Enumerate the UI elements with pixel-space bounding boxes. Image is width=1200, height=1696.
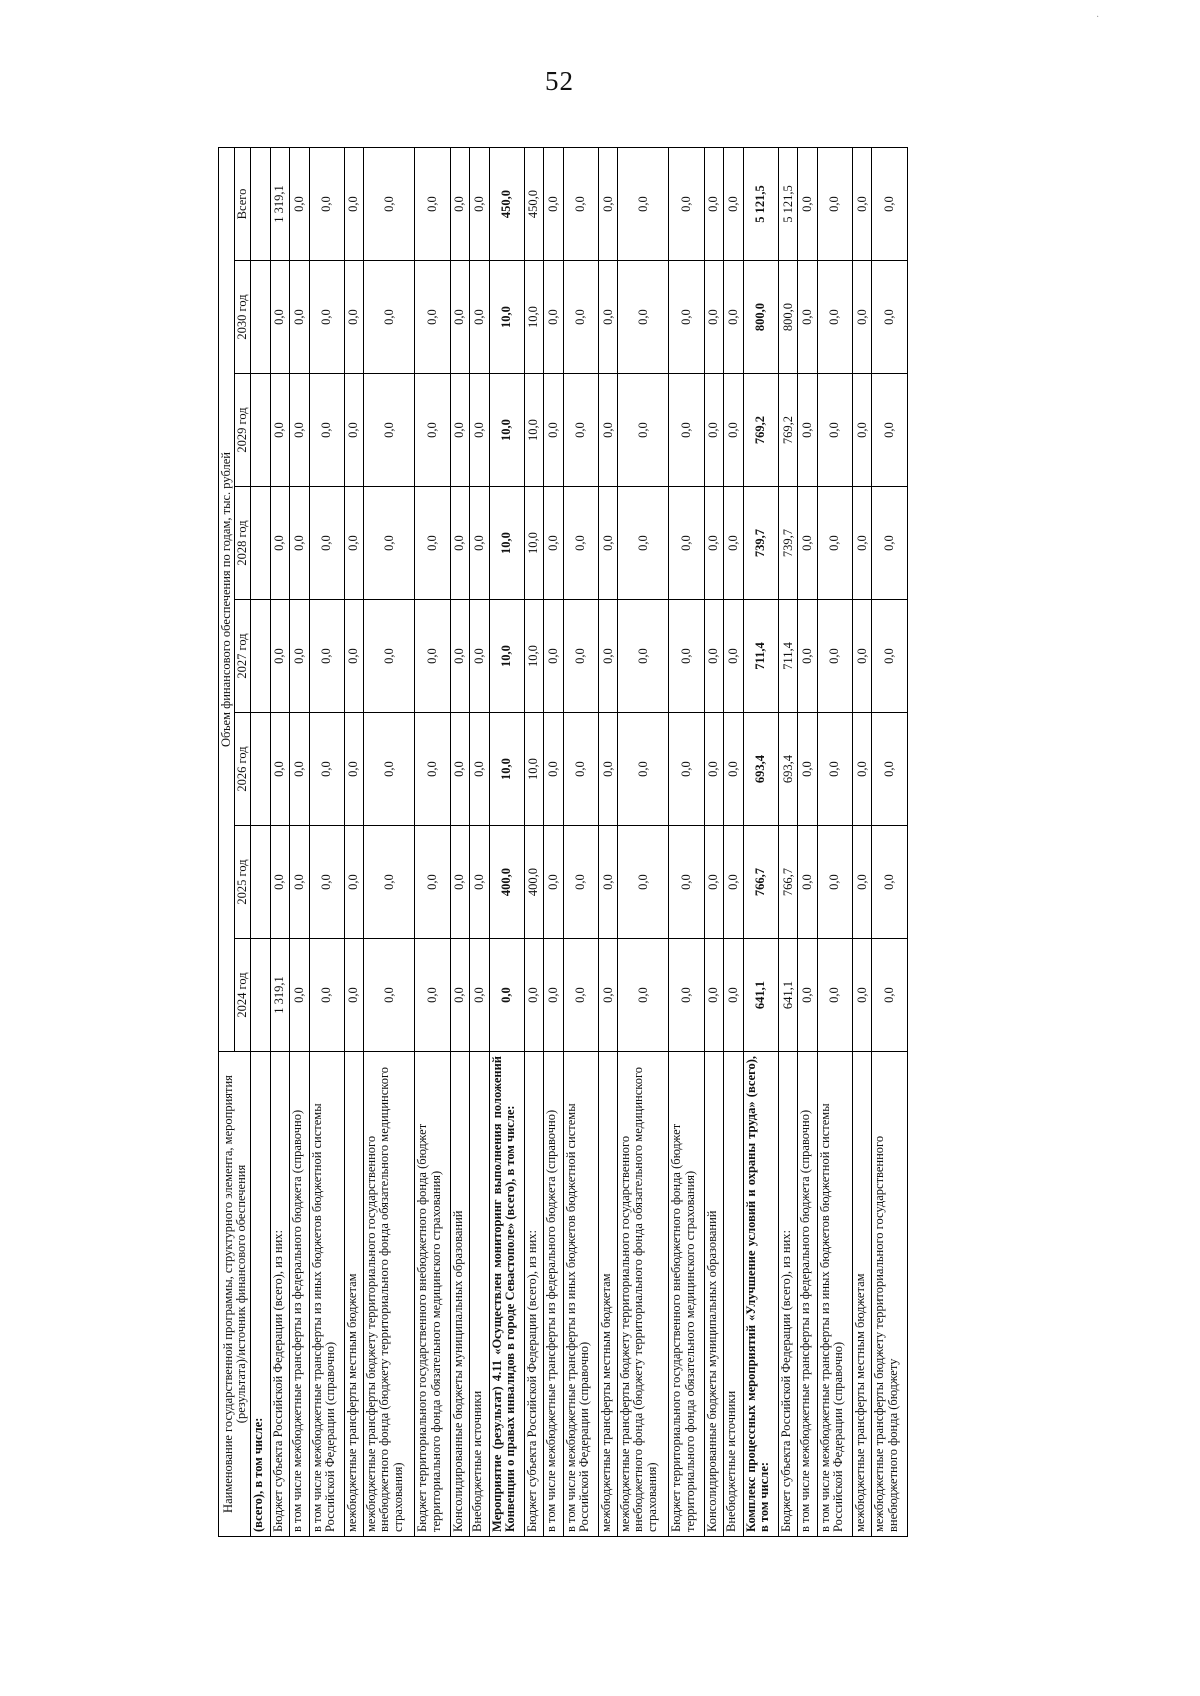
- table-row: [450, 148, 469, 1537]
- value-cell: 0,0: [618, 261, 669, 374]
- row-label-cell: в том числе межбюджетные трансферты из федерального бюджета (справочно): [798, 1052, 817, 1537]
- value-cell: 0,0: [309, 487, 344, 600]
- row-label-cell: Бюджет субъекта Российской Федерации (всего), из них:: [270, 1052, 289, 1537]
- row-label-cell: Бюджет субъекта Российской Федерации (всего), из них:: [524, 1052, 543, 1537]
- value-cell: 0,0: [544, 487, 563, 600]
- row-label-cell: межбюджетные трансферты бюджету территориального государственного внебюджетного фонда (бюджету территориального фонда обязательного медицинского страхования): [618, 1052, 669, 1537]
- value-cell: 0,0: [618, 487, 669, 600]
- table-row: [872, 148, 908, 1537]
- value-cell: 0,0: [563, 374, 598, 487]
- value-cell: 0,0: [270, 600, 289, 713]
- total-cell: 0,0: [704, 148, 723, 261]
- row-label-cell: Консолидированные бюджеты муниципальных образований: [450, 1052, 469, 1537]
- row-label-cell: Внебюджетные источники: [470, 1052, 489, 1537]
- value-cell: 0,0: [470, 600, 489, 713]
- value-cell: 0,0: [817, 713, 852, 826]
- value-cell: 0,0: [853, 939, 872, 1052]
- value-cell: 693,4: [743, 713, 778, 826]
- header-total-cell: Всего: [235, 148, 251, 261]
- value-cell: [251, 600, 270, 713]
- table-row: [817, 148, 852, 1537]
- rotated-table-container: [218, 147, 908, 1537]
- table-row: [270, 148, 289, 1537]
- value-cell: 0,0: [563, 487, 598, 600]
- value-cell: 0,0: [290, 374, 309, 487]
- total-cell: 0,0: [724, 148, 743, 261]
- table-row: [470, 148, 489, 1537]
- table-row: [669, 148, 704, 1537]
- header-year-cell: 2027 год: [235, 600, 251, 713]
- value-cell: 0,0: [704, 374, 723, 487]
- total-cell: 0,0: [450, 148, 469, 261]
- value-cell: 0,0: [853, 261, 872, 374]
- value-cell: 0,0: [669, 939, 704, 1052]
- value-cell: 0,0: [669, 600, 704, 713]
- value-cell: 0,0: [724, 600, 743, 713]
- value-cell: 0,0: [364, 826, 415, 939]
- value-cell: 0,0: [872, 939, 908, 1052]
- value-cell: 0,0: [470, 826, 489, 939]
- total-cell: 450,0: [489, 148, 524, 261]
- value-cell: 739,7: [743, 487, 778, 600]
- value-cell: 0,0: [798, 600, 817, 713]
- value-cell: 766,7: [743, 826, 778, 939]
- total-cell: 0,0: [817, 148, 852, 261]
- value-cell: 0,0: [563, 600, 598, 713]
- value-cell: 0,0: [450, 600, 469, 713]
- value-cell: 0,0: [415, 939, 450, 1052]
- header-year-cell: 2025 год: [235, 826, 251, 939]
- value-cell: 400,0: [524, 826, 543, 939]
- value-cell: 0,0: [817, 826, 852, 939]
- value-cell: 0,0: [872, 261, 908, 374]
- value-cell: 0,0: [669, 487, 704, 600]
- value-cell: 0,0: [470, 374, 489, 487]
- value-cell: 0,0: [798, 374, 817, 487]
- table-row: [364, 148, 415, 1537]
- value-cell: 0,0: [704, 261, 723, 374]
- value-cell: 0,0: [669, 826, 704, 939]
- value-cell: 0,0: [618, 939, 669, 1052]
- total-cell: 0,0: [598, 148, 617, 261]
- value-cell: 0,0: [724, 939, 743, 1052]
- table-row: [704, 148, 723, 1537]
- row-label-cell: межбюджетные трансферты местным бюджетам: [853, 1052, 872, 1537]
- total-cell: 0,0: [872, 148, 908, 261]
- value-cell: 0,0: [470, 713, 489, 826]
- header-year-cell: 2028 год: [235, 487, 251, 600]
- table-body: [251, 148, 908, 1537]
- value-cell: 0,0: [817, 600, 852, 713]
- total-cell: 0,0: [853, 148, 872, 261]
- value-cell: 10,0: [489, 487, 524, 600]
- value-cell: 10,0: [524, 261, 543, 374]
- value-cell: 0,0: [669, 261, 704, 374]
- value-cell: 0,0: [415, 600, 450, 713]
- value-cell: 0,0: [704, 600, 723, 713]
- value-cell: 0,0: [270, 374, 289, 487]
- table-row: [251, 148, 270, 1537]
- value-cell: 0,0: [817, 374, 852, 487]
- row-label-cell: межбюджетные трансферты бюджету территориального государственного внебюджетного фонда (бюджету территориального фонда обязательного медицинского страхования): [364, 1052, 415, 1537]
- value-cell: 0,0: [563, 826, 598, 939]
- value-cell: 0,0: [817, 261, 852, 374]
- value-cell: 0,0: [598, 826, 617, 939]
- value-cell: 0,0: [344, 487, 363, 600]
- value-cell: 0,0: [364, 713, 415, 826]
- value-cell: [251, 487, 270, 600]
- value-cell: 0,0: [598, 939, 617, 1052]
- table-row: [798, 148, 817, 1537]
- value-cell: 0,0: [290, 487, 309, 600]
- total-cell: 1 319,1: [270, 148, 289, 261]
- value-cell: 0,0: [524, 939, 543, 1052]
- value-cell: 0,0: [598, 487, 617, 600]
- value-cell: 0,0: [415, 374, 450, 487]
- header-year-cell: 2029 год: [235, 374, 251, 487]
- value-cell: 0,0: [344, 713, 363, 826]
- value-cell: 711,4: [778, 600, 797, 713]
- value-cell: 0,0: [853, 826, 872, 939]
- value-cell: 0,0: [309, 600, 344, 713]
- page-number: 52: [545, 66, 574, 96]
- value-cell: 10,0: [524, 487, 543, 600]
- row-label-cell: Бюджет субъекта Российской Федерации (всего), из них:: [778, 1052, 797, 1537]
- value-cell: 0,0: [450, 826, 469, 939]
- header-year-cell: 2026 год: [235, 713, 251, 826]
- value-cell: 0,0: [450, 713, 469, 826]
- total-cell: 0,0: [415, 148, 450, 261]
- row-label-cell: (всего), в том числе:: [251, 1052, 270, 1537]
- value-cell: 0,0: [618, 826, 669, 939]
- total-cell: [251, 148, 270, 261]
- value-cell: 0,0: [618, 713, 669, 826]
- total-cell: 0,0: [364, 148, 415, 261]
- table-row: [778, 148, 797, 1537]
- value-cell: 0,0: [872, 487, 908, 600]
- value-cell: 0,0: [364, 374, 415, 487]
- value-cell: 0,0: [872, 600, 908, 713]
- value-cell: 10,0: [524, 713, 543, 826]
- value-cell: 0,0: [872, 713, 908, 826]
- value-cell: 0,0: [544, 713, 563, 826]
- value-cell: 0,0: [450, 261, 469, 374]
- value-cell: 0,0: [817, 939, 852, 1052]
- value-cell: 693,4: [778, 713, 797, 826]
- value-cell: 0,0: [344, 939, 363, 1052]
- value-cell: 641,1: [743, 939, 778, 1052]
- value-cell: 0,0: [872, 826, 908, 939]
- row-label-cell: Мероприятие (результат) 4.11 «Осуществлен мониторинг выполнения положений Конвенции о правах инвалидов в городе Севастополе» (всего), в том числе:: [489, 1052, 524, 1537]
- value-cell: 0,0: [290, 826, 309, 939]
- value-cell: 0,0: [470, 939, 489, 1052]
- value-cell: 0,0: [309, 261, 344, 374]
- value-cell: 0,0: [669, 374, 704, 487]
- value-cell: [251, 939, 270, 1052]
- value-cell: 0,0: [724, 713, 743, 826]
- value-cell: 0,0: [724, 374, 743, 487]
- value-cell: 0,0: [872, 374, 908, 487]
- table-header-group-row: [219, 148, 235, 1537]
- scan-mark: ·: [1096, 12, 1100, 23]
- header-group-cell: Объем финансового обеспечения по годам, тыс. рублей: [219, 148, 235, 1052]
- value-cell: 0,0: [669, 713, 704, 826]
- value-cell: [251, 826, 270, 939]
- value-cell: [251, 713, 270, 826]
- value-cell: 0,0: [798, 487, 817, 600]
- value-cell: 739,7: [778, 487, 797, 600]
- value-cell: 0,0: [450, 939, 469, 1052]
- value-cell: 711,4: [743, 600, 778, 713]
- value-cell: 0,0: [470, 261, 489, 374]
- value-cell: 0,0: [290, 939, 309, 1052]
- value-cell: 10,0: [489, 374, 524, 487]
- value-cell: 0,0: [489, 939, 524, 1052]
- table-row: [743, 148, 778, 1537]
- row-label-cell: Бюджет территориального государственного внебюджетного фонда (бюджет территориального фонда обязательного медицинского страхования): [415, 1052, 450, 1537]
- value-cell: 0,0: [853, 713, 872, 826]
- value-cell: 800,0: [743, 261, 778, 374]
- value-cell: 0,0: [618, 600, 669, 713]
- value-cell: 0,0: [344, 261, 363, 374]
- row-label-cell: межбюджетные трансферты местным бюджетам: [344, 1052, 363, 1537]
- table-row: [598, 148, 617, 1537]
- value-cell: 400,0: [489, 826, 524, 939]
- total-cell: 0,0: [344, 148, 363, 261]
- value-cell: 0,0: [364, 600, 415, 713]
- value-cell: 0,0: [309, 713, 344, 826]
- total-cell: 0,0: [309, 148, 344, 261]
- row-label-cell: в том числе межбюджетные трансферты из федерального бюджета (справочно): [544, 1052, 563, 1537]
- table-row: [563, 148, 598, 1537]
- row-label-cell: межбюджетные трансферты бюджету территориального государственного внебюджетного фонда (бюджету: [872, 1052, 908, 1537]
- table-row: [524, 148, 543, 1537]
- value-cell: 0,0: [415, 713, 450, 826]
- value-cell: 0,0: [450, 487, 469, 600]
- value-cell: 0,0: [415, 826, 450, 939]
- total-cell: 0,0: [544, 148, 563, 261]
- value-cell: 0,0: [270, 713, 289, 826]
- total-cell: 0,0: [290, 148, 309, 261]
- value-cell: 0,0: [724, 487, 743, 600]
- value-cell: 641,1: [778, 939, 797, 1052]
- value-cell: 0,0: [364, 939, 415, 1052]
- value-cell: 0,0: [344, 600, 363, 713]
- value-cell: 0,0: [798, 826, 817, 939]
- value-cell: 0,0: [853, 374, 872, 487]
- row-label-cell: Внебюджетные источники: [724, 1052, 743, 1537]
- row-label-cell: в том числе межбюджетные трансферты из федерального бюджета (справочно): [290, 1052, 309, 1537]
- value-cell: 0,0: [450, 374, 469, 487]
- total-cell: 0,0: [470, 148, 489, 261]
- value-cell: 0,0: [798, 939, 817, 1052]
- value-cell: 10,0: [489, 600, 524, 713]
- value-cell: 0,0: [270, 261, 289, 374]
- total-cell: 5 121,5: [778, 148, 797, 261]
- value-cell: 0,0: [270, 487, 289, 600]
- value-cell: 0,0: [470, 487, 489, 600]
- financing-table: [218, 147, 908, 1537]
- value-cell: 0,0: [415, 487, 450, 600]
- value-cell: 0,0: [344, 374, 363, 487]
- row-label-cell: Бюджет территориального государственного внебюджетного фонда (бюджет территориального фонда обязательного медицинского страхования): [669, 1052, 704, 1537]
- value-cell: 0,0: [598, 713, 617, 826]
- value-cell: 10,0: [524, 600, 543, 713]
- value-cell: [251, 374, 270, 487]
- value-cell: [251, 261, 270, 374]
- value-cell: 800,0: [778, 261, 797, 374]
- total-cell: 0,0: [798, 148, 817, 261]
- value-cell: 10,0: [489, 713, 524, 826]
- value-cell: 0,0: [544, 939, 563, 1052]
- value-cell: 0,0: [798, 713, 817, 826]
- total-cell: 450,0: [524, 148, 543, 261]
- value-cell: 0,0: [724, 261, 743, 374]
- value-cell: 0,0: [704, 939, 723, 1052]
- total-cell: 0,0: [618, 148, 669, 261]
- table-row: [309, 148, 344, 1537]
- value-cell: 0,0: [290, 713, 309, 826]
- value-cell: 0,0: [544, 374, 563, 487]
- row-label-cell: межбюджетные трансферты местным бюджетам: [598, 1052, 617, 1537]
- header-year-cell: 2024 год: [235, 939, 251, 1052]
- value-cell: 10,0: [524, 374, 543, 487]
- table-row: [489, 148, 524, 1537]
- value-cell: 0,0: [270, 826, 289, 939]
- value-cell: 0,0: [415, 261, 450, 374]
- value-cell: 0,0: [563, 939, 598, 1052]
- value-cell: 0,0: [598, 374, 617, 487]
- value-cell: 0,0: [364, 487, 415, 600]
- table-row: [853, 148, 872, 1537]
- value-cell: 0,0: [724, 826, 743, 939]
- table-row: [618, 148, 669, 1537]
- table-row: [290, 148, 309, 1537]
- value-cell: 766,7: [778, 826, 797, 939]
- table-row: [544, 148, 563, 1537]
- value-cell: 0,0: [817, 487, 852, 600]
- total-cell: 0,0: [563, 148, 598, 261]
- total-cell: 0,0: [669, 148, 704, 261]
- value-cell: 0,0: [364, 261, 415, 374]
- table-row: [724, 148, 743, 1537]
- table-row: [415, 148, 450, 1537]
- row-label-cell: Комплекс процессных мероприятий «Улучшение условий и охраны труда» (всего), в том числе:: [743, 1052, 778, 1537]
- row-label-cell: Консолидированные бюджеты муниципальных образований: [704, 1052, 723, 1537]
- value-cell: 0,0: [563, 713, 598, 826]
- table-row: [344, 148, 363, 1537]
- value-cell: 0,0: [290, 261, 309, 374]
- value-cell: 0,0: [704, 487, 723, 600]
- total-cell: 5 121,5: [743, 148, 778, 261]
- value-cell: 0,0: [853, 487, 872, 600]
- header-name-cell: Наименование государственной программы, структурного элемента, мероприятия (результата)/источник финансового обеспечения: [219, 1052, 251, 1537]
- value-cell: 1 319,1: [270, 939, 289, 1052]
- value-cell: 0,0: [704, 826, 723, 939]
- row-label-cell: в том числе межбюджетные трансферты из иных бюджетов бюджетной системы Российской Федерации (справочно): [563, 1052, 598, 1537]
- value-cell: 0,0: [618, 374, 669, 487]
- value-cell: 0,0: [309, 939, 344, 1052]
- value-cell: 0,0: [309, 374, 344, 487]
- value-cell: 10,0: [489, 261, 524, 374]
- value-cell: 0,0: [544, 826, 563, 939]
- value-cell: 0,0: [798, 261, 817, 374]
- value-cell: 0,0: [309, 826, 344, 939]
- row-label-cell: в том числе межбюджетные трансферты из иных бюджетов бюджетной системы Российской Федерации (справочно): [817, 1052, 852, 1537]
- value-cell: 0,0: [853, 600, 872, 713]
- value-cell: 0,0: [290, 600, 309, 713]
- value-cell: 769,2: [778, 374, 797, 487]
- value-cell: 0,0: [598, 261, 617, 374]
- value-cell: 769,2: [743, 374, 778, 487]
- value-cell: 0,0: [704, 713, 723, 826]
- value-cell: 0,0: [598, 600, 617, 713]
- value-cell: 0,0: [344, 826, 363, 939]
- header-year-cell: 2030 год: [235, 261, 251, 374]
- value-cell: 0,0: [544, 600, 563, 713]
- row-label-cell: в том числе межбюджетные трансферты из иных бюджетов бюджетной системы Российской Федерации (справочно): [309, 1052, 344, 1537]
- value-cell: 0,0: [563, 261, 598, 374]
- value-cell: 0,0: [544, 261, 563, 374]
